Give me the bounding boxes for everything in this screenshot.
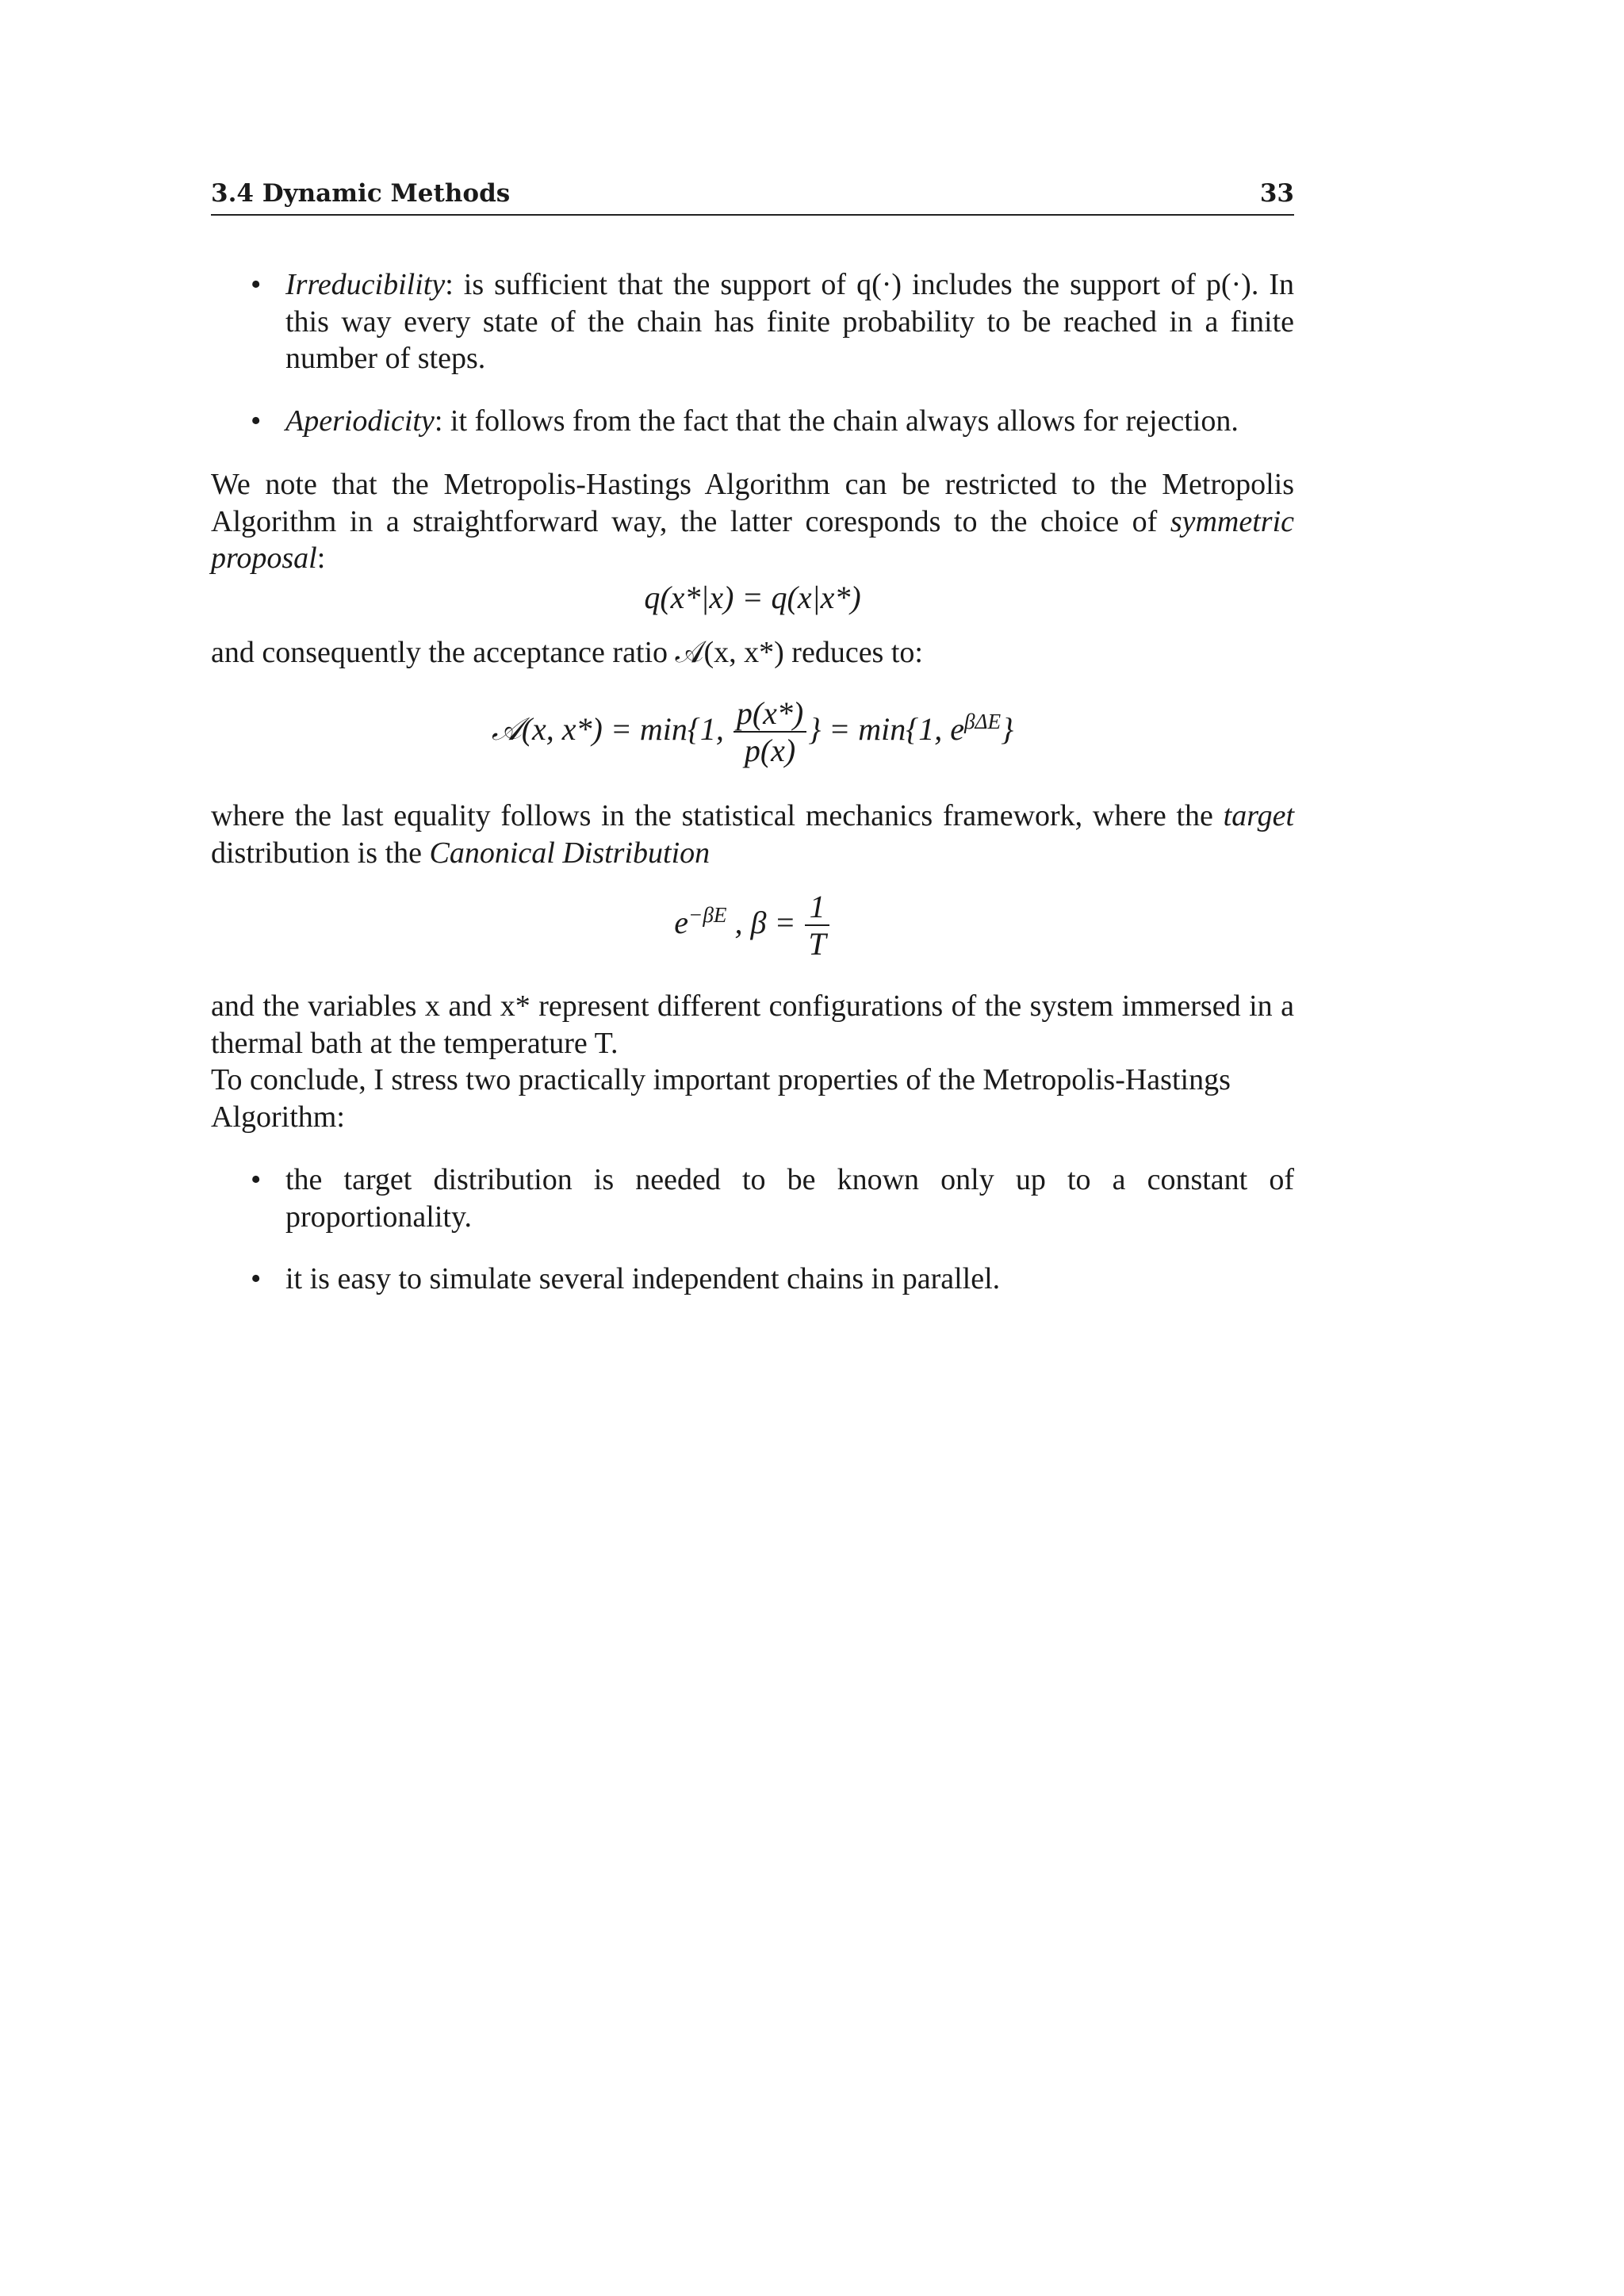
paragraph-metropolis xyxy=(211,466,1294,577)
equation-lhs: 𝒜(x, x*) = min{1, xyxy=(491,711,724,748)
paragraph-variables: and the variables x and x* represent different configurations of the system immersed in a thermal bath at the temperature T. xyxy=(211,989,1294,1060)
emphasis-canonical-distribution: Canonical Distribution xyxy=(429,836,710,870)
equation-canonical xyxy=(211,890,1294,962)
term-aperiodicity: Aperiodicity xyxy=(285,404,435,438)
equation-acceptance-ratio xyxy=(211,696,1294,769)
list-item-text: it is easy to simulate several independent chains in parallel. xyxy=(285,1262,1001,1295)
emphasis-target: target xyxy=(1223,799,1294,832)
list-item-aperiodicity xyxy=(211,403,1294,440)
paragraph-acceptance: and consequently the acceptance ratio 𝒜(x, x*) reduces to: xyxy=(211,636,923,669)
text-irreducibility: : is sufficient that the support of q(·) includes the support of p(·). In this way every state of the chain has finite probability to be reached in a finite number of steps. xyxy=(285,268,1294,375)
paragraph-text: : xyxy=(316,541,326,575)
list-item-text: the target distribution is needed to be known only up to a constant of proportionality. xyxy=(285,1163,1294,1234)
fraction xyxy=(805,890,829,962)
equation-base: e xyxy=(674,905,689,941)
paragraph-text: where the last equality follows in the statistical mechanics framework, where the xyxy=(211,799,1224,832)
equation-rhs: } = min{1, e xyxy=(808,711,965,748)
fraction-numerator: 1 xyxy=(805,890,829,926)
term-irreducibility: Irreducibility xyxy=(285,268,446,301)
text-aperiodicity: : it follows from the fact that the chain always allows for rejection. xyxy=(434,404,1239,438)
paragraph-canonical xyxy=(211,798,1294,871)
bullet-icon: • xyxy=(251,268,262,301)
bullet-icon: • xyxy=(251,404,262,438)
bullet-icon: • xyxy=(251,1163,262,1196)
page-number: 33 xyxy=(1259,179,1294,208)
paragraph-text: distribution is the xyxy=(211,836,430,870)
equation-rhs-close: } xyxy=(1001,711,1014,748)
fraction-denominator: T xyxy=(808,926,826,962)
list-item-irreducibility xyxy=(211,266,1294,377)
list-item xyxy=(211,1161,1294,1235)
equation-exponent: −βE xyxy=(688,902,727,927)
section-title: 3.4 Dynamic Methods xyxy=(211,179,511,208)
equation-symmetric-proposal: q(x*|x) = q(x|x*) xyxy=(644,580,861,615)
equation-exponent: βΔE xyxy=(964,709,1002,733)
paragraph-conclusion: To conclude, I stress two practically important properties of the Metropolis-Hastings Algorithm: xyxy=(211,1063,1231,1134)
equation-mid: , β = xyxy=(734,905,796,941)
conditions-list xyxy=(211,266,1294,439)
list-item xyxy=(211,1261,1294,1298)
fraction xyxy=(733,696,806,769)
fraction-numerator: p(x*) xyxy=(733,696,806,733)
running-header xyxy=(211,176,1294,216)
paragraph-text: We note that the Metropolis-Hastings Algorithm can be restricted to the Metropolis Algorithm in a straightforward way, the latter coresponds to the choice of xyxy=(211,468,1294,538)
bullet-icon: • xyxy=(251,1262,262,1295)
fraction-denominator: p(x) xyxy=(744,733,796,768)
properties-list xyxy=(211,1161,1294,1298)
emphasis-symmetric-proposal: symmetric proposal xyxy=(211,504,1294,575)
